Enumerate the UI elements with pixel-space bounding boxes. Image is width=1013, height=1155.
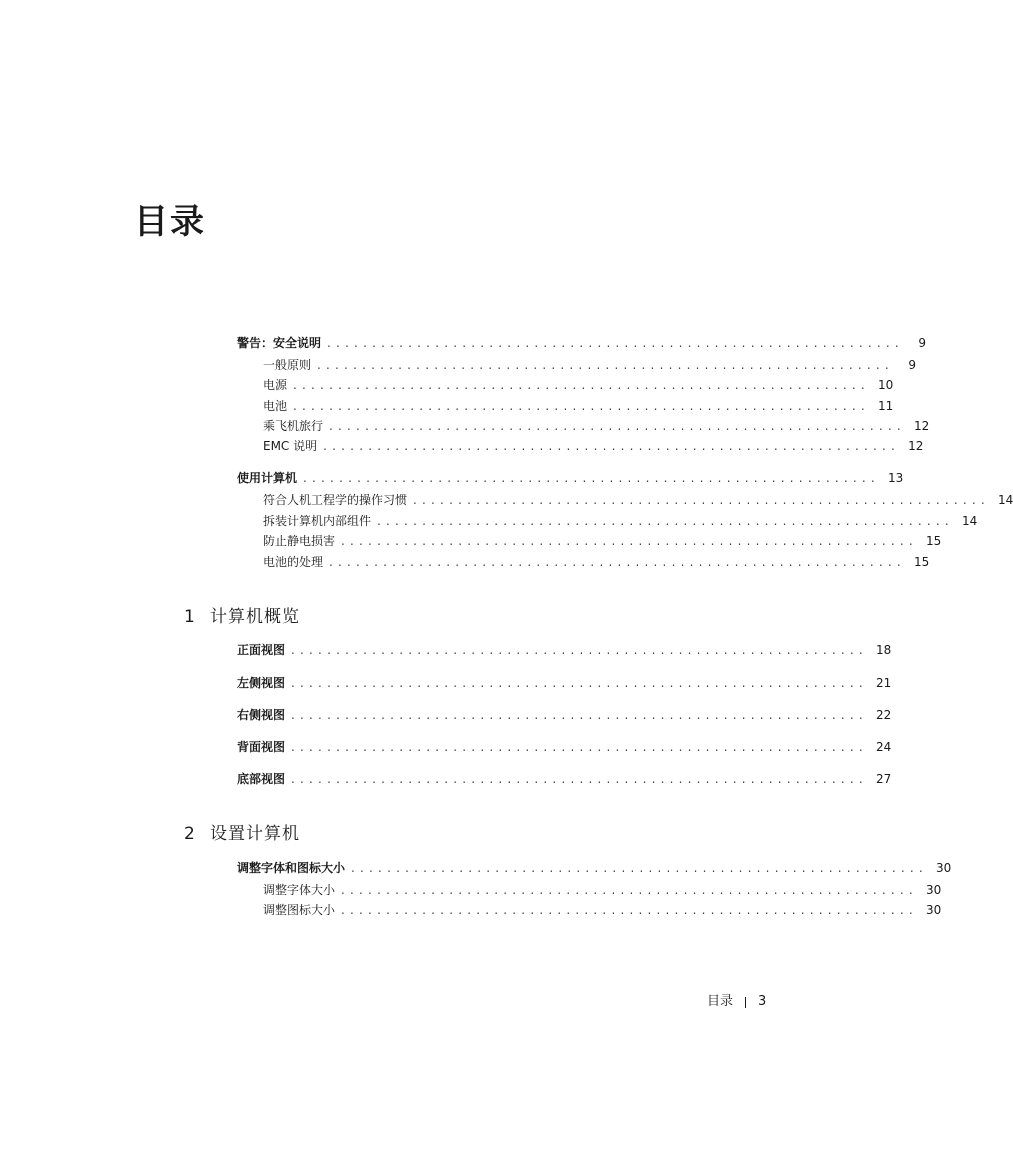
toc-entry-page: 30: [935, 861, 952, 875]
toc-entry-page: 9: [918, 336, 926, 350]
footer-section-label: 目录: [707, 994, 734, 1009]
toc-entry[interactable]: [263, 492, 1013, 508]
toc-entry-title: EMC 说明: [263, 439, 318, 453]
dot-leader: ................................................................: [341, 883, 918, 897]
chapter-title: 计算机概览: [210, 607, 300, 627]
toc-entry-title: 电池: [263, 399, 288, 413]
dot-leader: ................................................................: [303, 471, 880, 485]
toc-entry-title: 一般原则: [263, 358, 312, 372]
toc-entry-title: 乘飞机旅行: [263, 419, 324, 433]
dot-leader: ................................................................: [329, 555, 906, 569]
toc-entry-title: 电池的处理: [263, 555, 324, 569]
footer-page-number: 3: [758, 994, 767, 1009]
dot-leader: ................................................................: [329, 419, 906, 433]
toc-entry-page: 12: [913, 419, 930, 433]
toc-entry[interactable]: [237, 335, 926, 351]
toc-entry-page: 14: [961, 514, 978, 528]
toc-entry-page: 22: [875, 708, 892, 722]
toc-entry[interactable]: [237, 771, 892, 787]
toc-entry-page: 21: [875, 676, 892, 690]
toc-entry-page: 24: [875, 740, 892, 754]
page-footer: [707, 993, 766, 1011]
toc-entry[interactable]: [237, 860, 952, 876]
dot-leader: ................................................................: [377, 514, 954, 528]
toc-entry-title: 警告：安全说明: [237, 336, 322, 350]
toc-entry-page: 9: [908, 358, 916, 372]
toc-entry[interactable]: [263, 398, 894, 414]
toc-entry[interactable]: [263, 902, 942, 918]
chapter-heading[interactable]: [184, 823, 300, 845]
toc-entry[interactable]: [263, 533, 942, 549]
toc-entry-page: 15: [913, 555, 930, 569]
toc-entry[interactable]: [237, 642, 892, 658]
toc-entry-title: 背面视图: [237, 740, 286, 754]
toc-entry-title: 使用计算机: [237, 471, 298, 485]
toc-entry-page: 10: [877, 378, 894, 392]
toc-entry-title: 左侧视图: [237, 676, 286, 690]
dot-leader: ................................................................: [291, 676, 868, 690]
dot-leader: ................................................................: [341, 534, 918, 548]
toc-entry-title: 调整字体大小: [263, 883, 336, 897]
toc-entry[interactable]: [237, 470, 904, 486]
dot-leader: ................................................................: [293, 378, 870, 392]
toc-entry-page: 18: [875, 643, 892, 657]
toc-entry[interactable]: [263, 418, 930, 434]
toc-entry-title: 调整字体和图标大小: [237, 861, 346, 875]
toc-entry-title: 正面视图: [237, 643, 286, 657]
dot-leader: ................................................................: [291, 643, 868, 657]
dot-leader: ................................................................: [351, 861, 928, 875]
dot-leader: ................................................................: [323, 439, 901, 453]
toc-entry-title: 电源: [263, 378, 288, 392]
dot-leader: ................................................................: [293, 399, 870, 413]
dot-leader: ................................................................: [291, 772, 868, 786]
dot-leader: ................................................................: [317, 358, 894, 372]
toc-entry[interactable]: [263, 882, 942, 898]
toc-entry-page: 30: [925, 883, 942, 897]
toc-entry-title: 底部视图: [237, 772, 286, 786]
dot-leader: ................................................................: [291, 708, 868, 722]
toc-entry-title: 符合人机工程学的操作习惯: [263, 493, 408, 507]
toc-entry[interactable]: [237, 739, 892, 755]
toc-entry-page: 13: [887, 471, 904, 485]
dot-leader: ................................................................: [341, 903, 918, 917]
toc-entry[interactable]: [263, 438, 924, 454]
page-title: 目录: [134, 202, 206, 242]
chapter-number: 2: [184, 824, 196, 844]
toc-entry-title: 拆装计算机内部组件: [263, 514, 372, 528]
chapter-title: 设置计算机: [210, 824, 300, 844]
toc-entry-title: 防止静电损害: [263, 534, 336, 548]
toc-entry[interactable]: [263, 377, 894, 393]
footer-divider: [745, 997, 746, 1008]
dot-leader: ................................................................: [291, 740, 868, 754]
toc-entry[interactable]: [263, 513, 978, 529]
dot-leader: ................................................................: [327, 336, 904, 350]
toc-entry-page: 27: [875, 772, 892, 786]
dot-leader: ................................................................: [413, 493, 990, 507]
chapter-heading[interactable]: [184, 606, 300, 628]
toc-entry-page: 12: [908, 439, 924, 453]
toc-entry-page: 30: [925, 903, 942, 917]
toc-entry[interactable]: [237, 707, 892, 723]
toc-entry-page: 15: [925, 534, 942, 548]
chapter-number: 1: [184, 607, 196, 627]
toc-entry[interactable]: [263, 357, 916, 373]
toc-entry[interactable]: [263, 554, 930, 570]
toc-entry-page: 14: [997, 493, 1013, 507]
toc-entry[interactable]: [237, 675, 892, 691]
toc-entry-title: 调整图标大小: [263, 903, 336, 917]
toc-entry-page: 11: [877, 399, 894, 413]
toc-entry-title: 右侧视图: [237, 708, 286, 722]
